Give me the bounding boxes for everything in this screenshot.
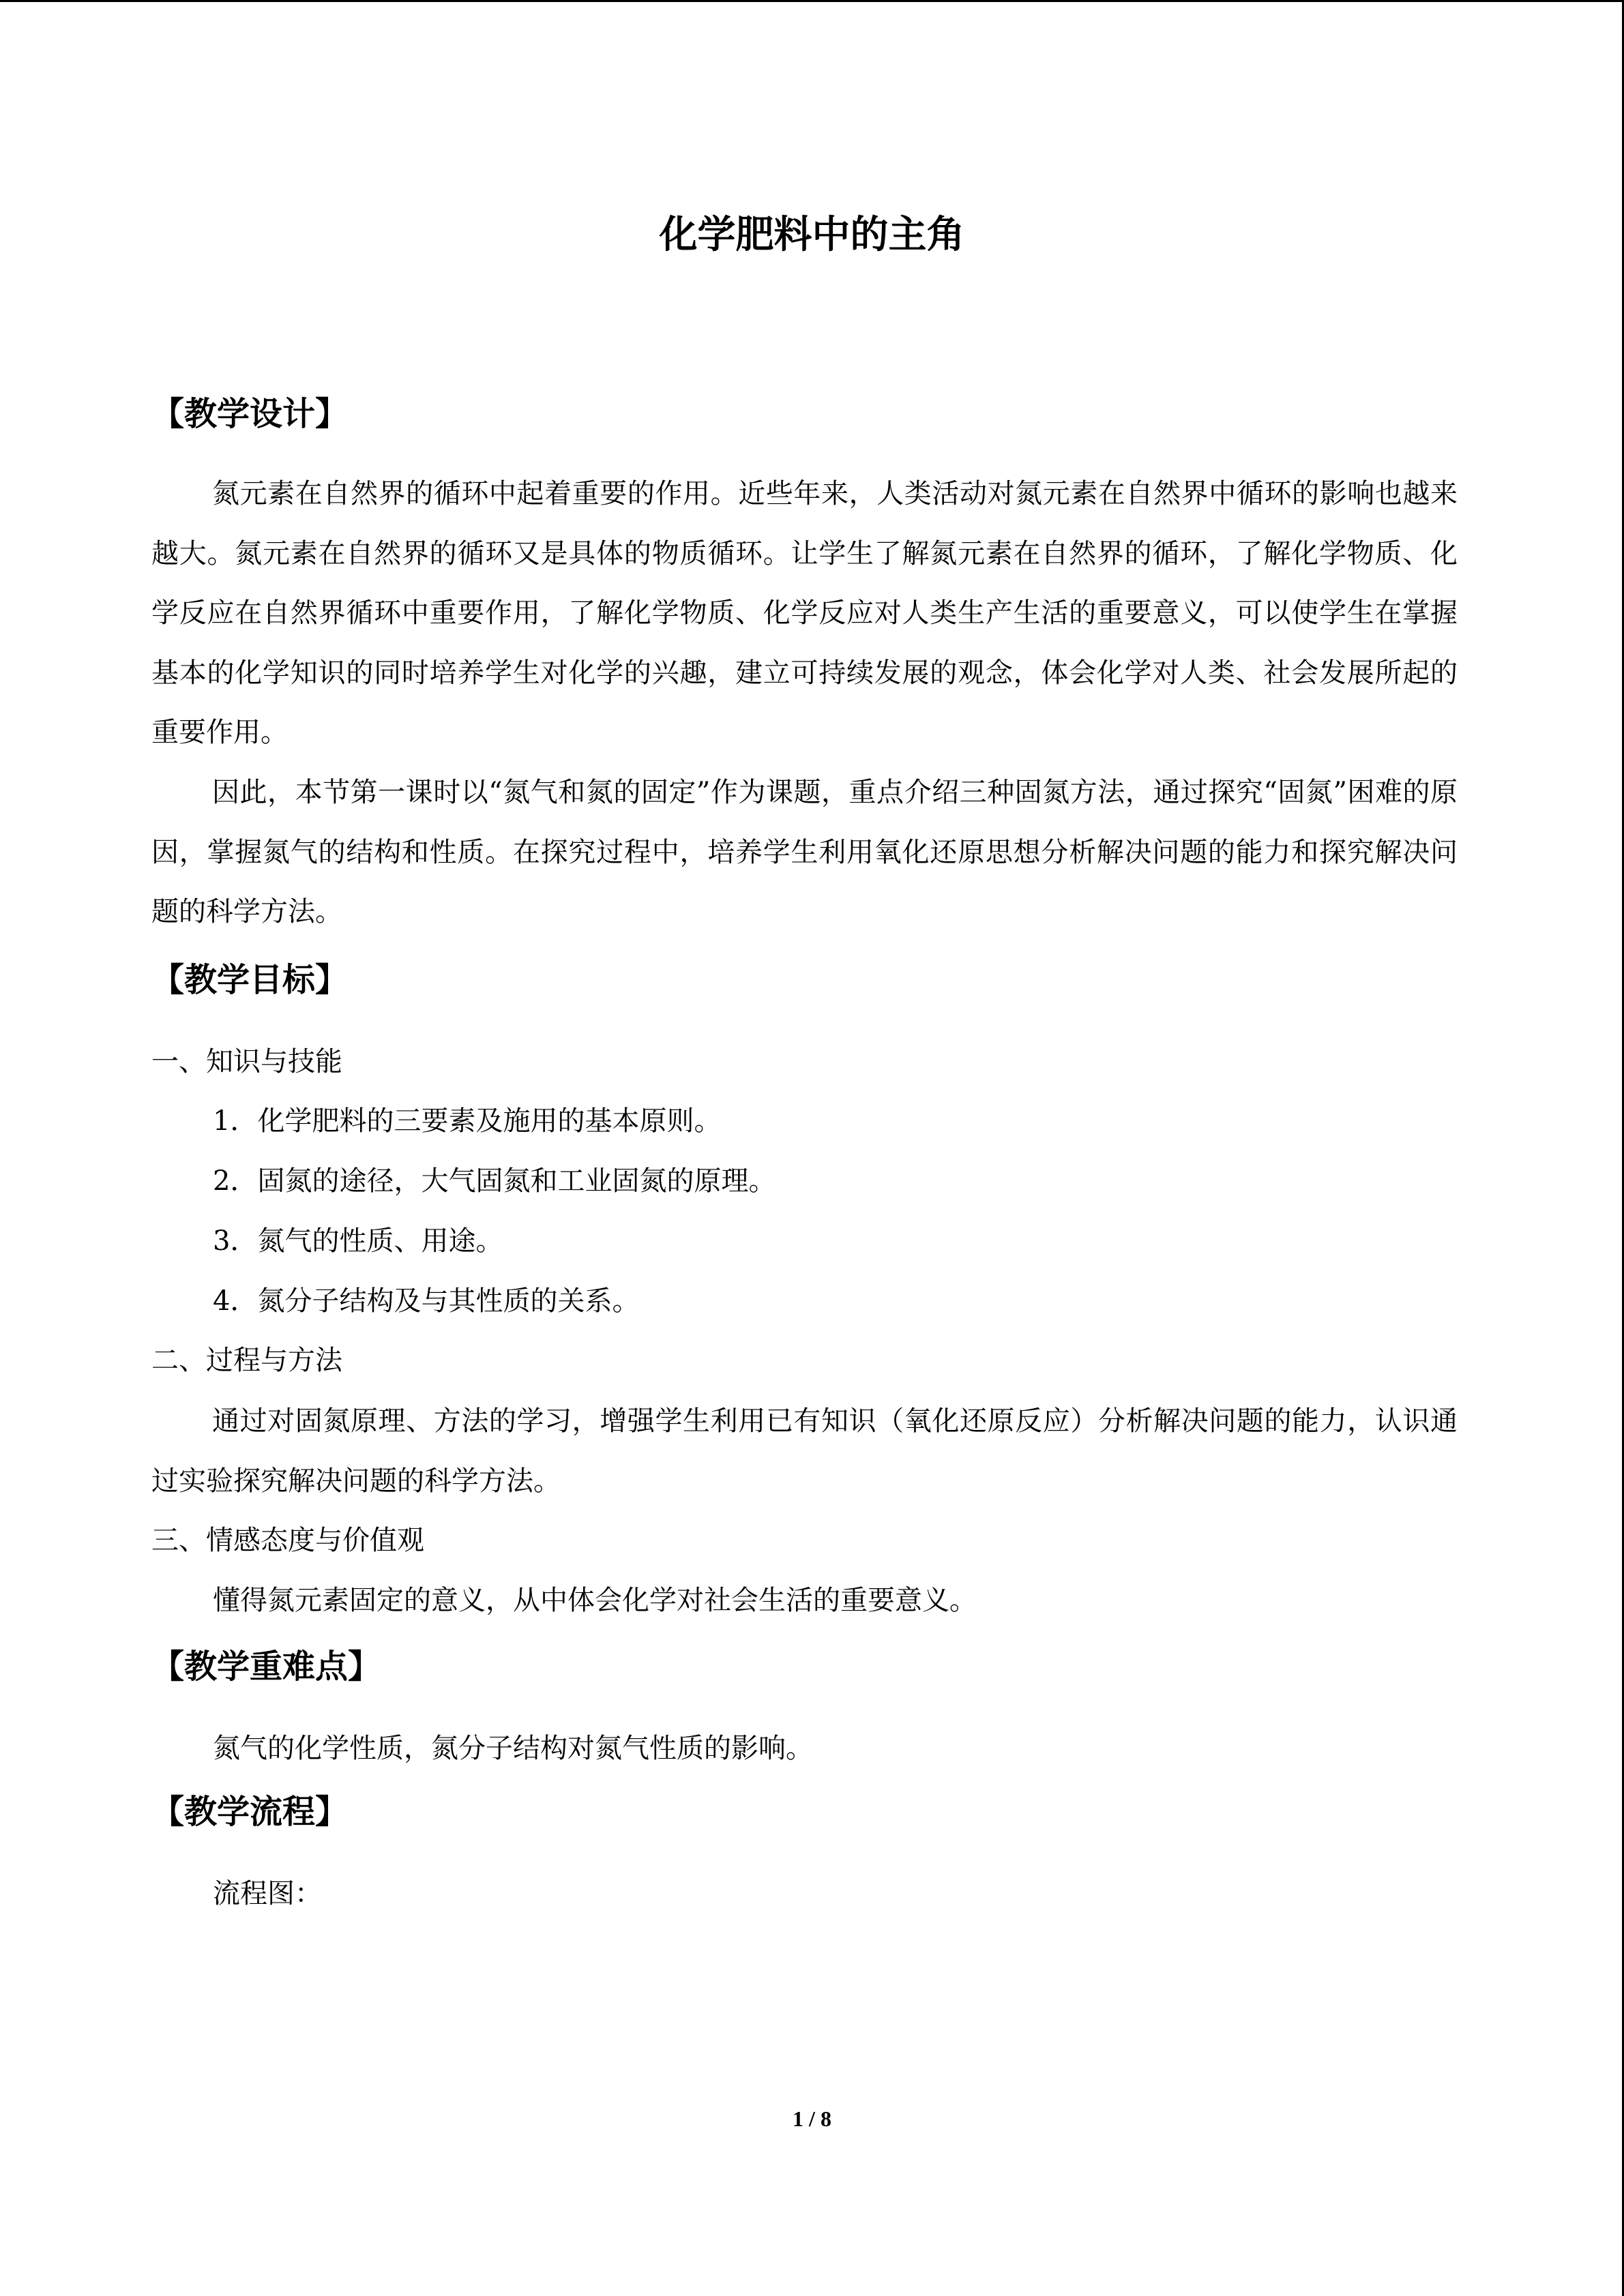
section-heading-key-points: 【教学重难点】 xyxy=(151,1648,381,1686)
knowledge-item-1: 1．化学肥料的三要素及施用的基本原则。 xyxy=(213,1105,722,1137)
page-border-top xyxy=(0,0,1624,2)
design-paragraph-1: 氮元素在自然界的循环中起着重要的作用。近些年来，人类活动对氮元素在自然界中循环的影响也越来越大。氮元素在自然界的循环又是具体的物质循环。让学生了解氮元素在自然界的循环，了解化学物质、化学反应在自然界循环中重要作用，了解化学物质、化学反应对人类生产生活的重要意义，可以使学生在掌握基本的化学知识的同时培养学生对化学的兴趣，建立可持续发展的观念，体会化学对人类、社会发展所起的重要作用。 xyxy=(151,478,1458,748)
flow-text: 流程图： xyxy=(213,1878,322,1909)
objective-attitude-text: 懂得氮元素固定的意义，从中体会化学对社会生活的重要意义。 xyxy=(213,1585,977,1616)
design-paragraph-2: 因此，本节第一课时以“氮气和氮的固定”作为课题，重点介绍三种固氮方法，通过探究“固氮”困难的原因，掌握氮气的结构和性质。在探究过程中，培养学生利用氧化还原思想分析解决问题的能力和探究解决问题的科学方法。 xyxy=(151,777,1458,927)
page-number: 1 / 8 xyxy=(793,2106,831,2131)
objective-knowledge-heading: 一、知识与技能 xyxy=(151,1046,342,1077)
section-heading-flow: 【教学流程】 xyxy=(151,1793,349,1831)
knowledge-item-4: 4．氮分子结构及与其性质的关系。 xyxy=(213,1285,640,1317)
key-points-text: 氮气的化学性质，氮分子结构对氮气性质的影响。 xyxy=(213,1733,813,1764)
document-title: 化学肥料中的主角 xyxy=(659,213,965,257)
knowledge-item-2: 2．固氮的途径，大气固氮和工业固氮的原理。 xyxy=(213,1165,776,1197)
knowledge-item-3: 3．氮气的性质、用途。 xyxy=(213,1225,503,1257)
section-heading-objectives: 【教学目标】 xyxy=(151,961,349,999)
objective-process-heading: 二、过程与方法 xyxy=(151,1345,342,1376)
section-heading-design: 【教学设计】 xyxy=(151,395,349,433)
objective-process-text: 通过对固氮原理、方法的学习，增强学生利用已有知识（氧化还原反应）分析解决问题的能力，认识通过实验探究解决问题的科学方法。 xyxy=(151,1405,1458,1497)
objective-attitude-heading: 三、情感态度与价值观 xyxy=(151,1525,424,1556)
